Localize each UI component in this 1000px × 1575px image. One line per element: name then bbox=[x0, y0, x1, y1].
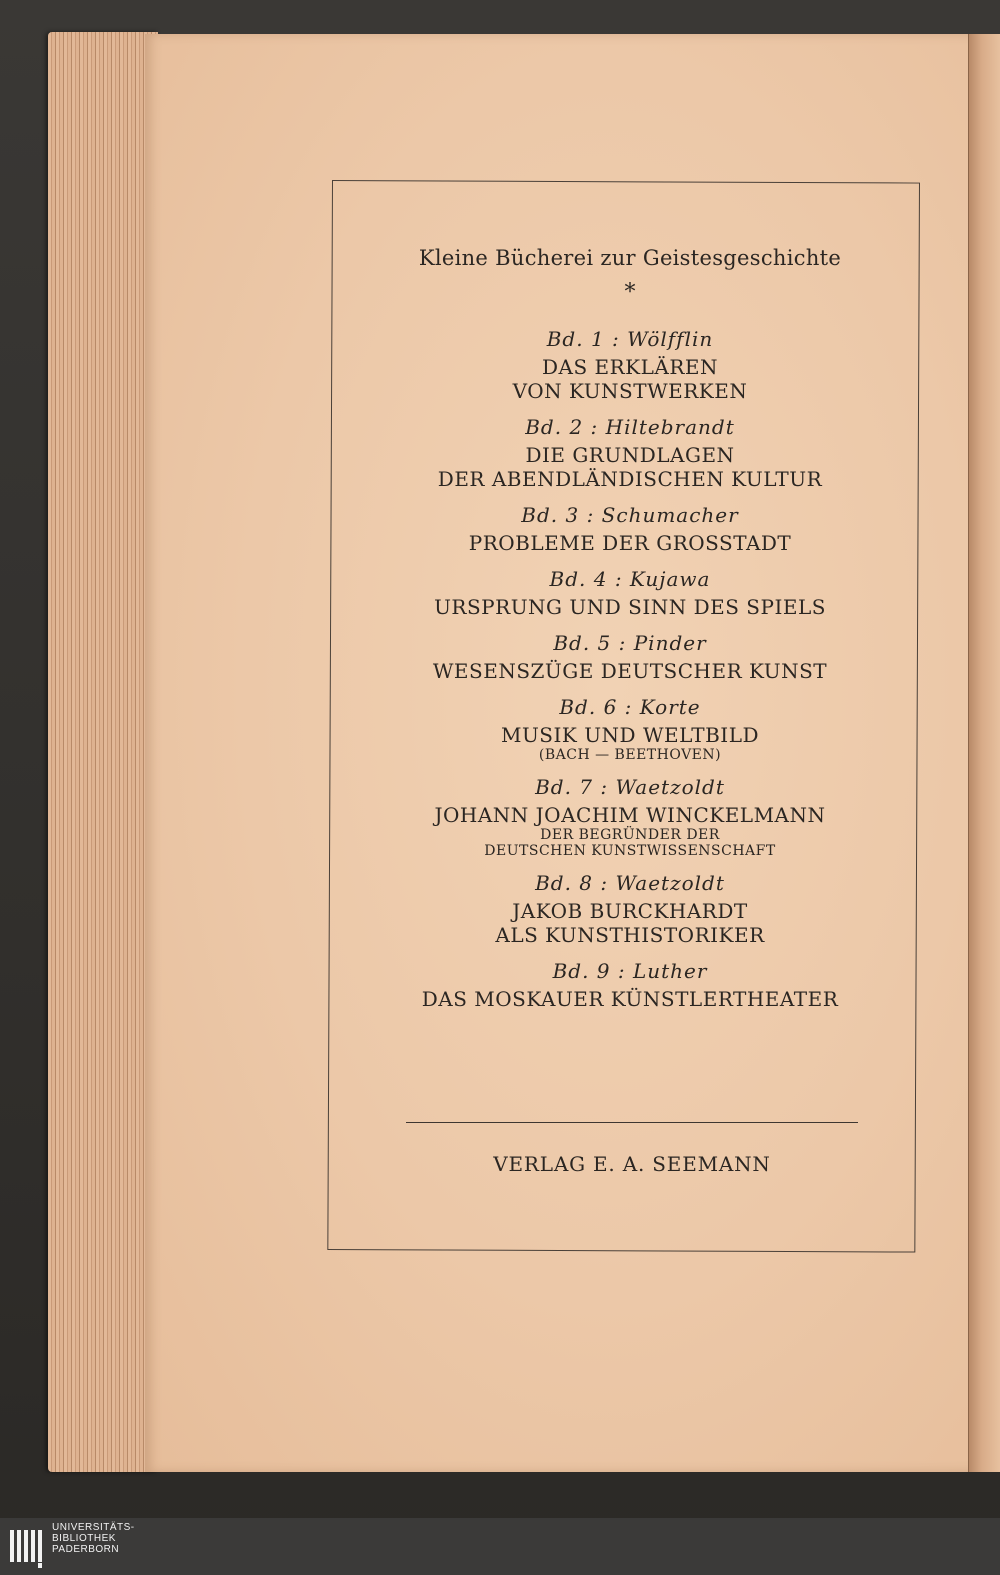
page-edges bbox=[48, 32, 158, 1472]
volume-title-line: ALS KUNSTHISTORIKER bbox=[495, 923, 765, 947]
volume-title-line: JOHANN JOACHIM WINCKELMANN bbox=[434, 803, 826, 827]
volume-entry bbox=[400, 327, 860, 403]
divider-rule bbox=[406, 1122, 858, 1123]
volume-list bbox=[400, 327, 860, 1011]
book-gutter bbox=[968, 34, 1000, 1472]
volume-title-line: PROBLEME DER GROSSTADT bbox=[468, 531, 792, 555]
volume-author-label: Bd. 4 : Kujawa bbox=[549, 567, 711, 591]
volume-author-label: Bd. 6 : Korte bbox=[559, 695, 701, 719]
volume-title-line: WESENSZÜGE DEUTSCHER KUNST bbox=[432, 659, 828, 683]
publisher-name: VERLAG E. A. SEEMANN bbox=[493, 1152, 771, 1176]
volume-title-line: JAKOB BURCKHARDT bbox=[512, 899, 748, 923]
volume-title-line: MUSIK UND WELTBILD bbox=[500, 723, 760, 747]
volume-author-label: Bd. 7 : Waetzoldt bbox=[535, 775, 725, 799]
volume-author-label: Bd. 2 : Hiltebrandt bbox=[525, 415, 735, 439]
ornament-asterisk: * bbox=[624, 280, 636, 305]
volume-author-label: Bd. 8 : Waetzoldt bbox=[535, 871, 725, 895]
volume-title-line: DAS MOSKAUER KÜNSTLERTHEATER bbox=[421, 987, 839, 1011]
volume-author-label: Bd. 9 : Luther bbox=[552, 959, 708, 983]
volume-subtitle-line: DEUTSCHEN KUNSTWISSENSCHAFT bbox=[484, 843, 776, 859]
volume-entry bbox=[400, 775, 860, 859]
volume-author-label: Bd. 3 : Schumacher bbox=[521, 503, 739, 527]
library-footer-bar bbox=[0, 1518, 1000, 1575]
series-title: Kleine Bücherei zur Geistesgeschichte bbox=[418, 246, 842, 270]
volume-title-line: DAS ERKLÄREN bbox=[541, 355, 719, 379]
university-library-logo-icon bbox=[8, 1526, 48, 1570]
volume-title-line: DIE GRUNDLAGEN bbox=[525, 443, 735, 467]
volume-author-label: Bd. 5 : Pinder bbox=[553, 631, 707, 655]
volume-entry bbox=[400, 567, 860, 619]
volume-entry bbox=[400, 695, 860, 763]
volume-title-line: DER ABENDLÄNDISCHEN KULTUR bbox=[437, 467, 823, 491]
library-name-line: PADERBORN bbox=[52, 1544, 120, 1555]
series-list bbox=[400, 240, 860, 1023]
volume-author-label: Bd. 1 : Wölfflin bbox=[546, 327, 714, 351]
library-name-line: UNIVERSITÄTS- bbox=[52, 1522, 135, 1533]
volume-entry bbox=[400, 415, 860, 491]
volume-entry bbox=[400, 503, 860, 555]
library-name-line: BIBLIOTHEK bbox=[52, 1533, 116, 1544]
volume-subtitle-line: (BACH — BEETHOVEN) bbox=[538, 747, 722, 763]
volume-title-line: URSPRUNG UND SINN DES SPIELS bbox=[434, 595, 826, 619]
volume-entry bbox=[400, 959, 860, 1011]
library-name bbox=[52, 1522, 135, 1555]
volume-subtitle-line: DER BEGRÜNDER DER bbox=[540, 827, 720, 843]
volume-title-line: VON KUNSTWERKEN bbox=[512, 379, 748, 403]
volume-entry bbox=[400, 631, 860, 683]
volume-entry bbox=[400, 871, 860, 947]
